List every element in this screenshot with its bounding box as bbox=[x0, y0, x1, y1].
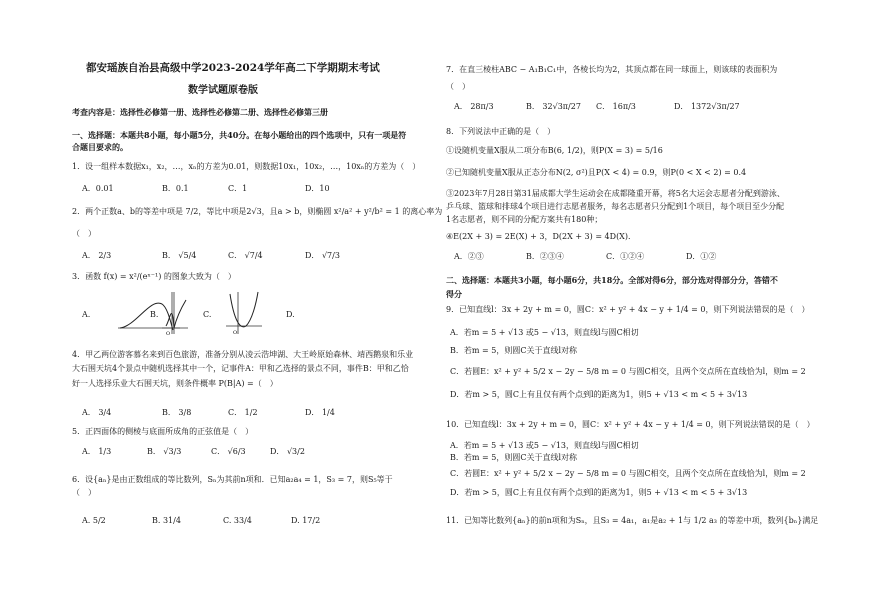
q10-stem: 10．已知直线l：3x + 2y + m = 0，圆C：x² + y² + 4x − y + 1/4 = 0，则下列说法错误的是（ ） bbox=[446, 420, 815, 429]
q9-option-d[interactable]: D．若m > 5，圆C上有且仅有两个点到l的距离为1，则5 + √13 < m < 5 + 3√13 bbox=[450, 390, 748, 399]
q6-option-c[interactable]: C. 33/4 bbox=[223, 516, 252, 525]
q5-option-d[interactable]: D． √3/2 bbox=[270, 447, 305, 456]
q2-option-a[interactable]: A． 2/3 bbox=[82, 251, 112, 260]
scope-note: 考查内容是：选择性必修第一册、选择性必修第二册、选择性必修第三册 bbox=[72, 107, 328, 117]
q2-option-c[interactable]: C． √7/4 bbox=[228, 251, 263, 260]
q10-option-c[interactable]: C．若圆E：x² + y² + 5/2 x − 2y − 5/8 m = 0 与圆C相交，且两个交点所在直线恰为l，则m = 2 bbox=[450, 469, 806, 478]
q3-stem: 3．函数 f(x) = x²/(eˣ⁻¹) 的图象大致为（ ） bbox=[72, 272, 236, 281]
q7-option-d[interactable]: D． 1372√3π/27 bbox=[674, 102, 740, 111]
q4-stem-line3: 好一人选择乐业大石围天坑，则条件概率 P(B|A) =（ ） bbox=[72, 379, 278, 388]
section2-heading-cont: 得分 bbox=[446, 289, 462, 299]
q3-graph-c-origin: O bbox=[233, 330, 238, 336]
q8-statement-1: ①设随机变量X服从二项分布B(6, 1/2)，则P(X = 3) = 5/16 bbox=[446, 146, 663, 155]
q6-option-a[interactable]: A. 5/2 bbox=[82, 516, 106, 525]
q6-option-b[interactable]: B. 31/4 bbox=[152, 516, 181, 525]
q6-stem-cont: （ ） bbox=[72, 488, 96, 497]
q3-graph-b bbox=[160, 290, 190, 336]
q3-graph-c bbox=[224, 290, 264, 336]
q9-option-a[interactable]: A．若m = 5 + √13 或5 − √13，则直线l与圆C相切 bbox=[450, 328, 639, 337]
q2-stem: 2．两个正数a、b的等差中项是 7/2，等比中项是2√3，且a > b，则椭圆 x²/a² + y²/b² = 1 的离心率为 bbox=[72, 207, 443, 216]
q10-option-a[interactable]: A．若m = 5 + √13 或5 − √13，则直线l与圆C相切 bbox=[450, 441, 639, 450]
q4-option-b[interactable]: B． 3/8 bbox=[162, 408, 192, 417]
q7-option-b[interactable]: B． 32√3π/27 bbox=[526, 102, 581, 111]
q2-option-b[interactable]: B． √5/4 bbox=[162, 251, 197, 260]
q8-option-a[interactable]: A．②③ bbox=[454, 252, 484, 261]
q2-stem-cont: （ ） bbox=[72, 229, 96, 238]
q1-stem: 1．设一组样本数据x₁，x₂，…，xₙ的方差为0.01，则数据10x₁，10x₂，…，10xₙ的方差为（ ） bbox=[72, 162, 421, 171]
section1-heading-cont: 合题目要求的。 bbox=[72, 142, 128, 152]
section1-heading: 一、选择题：本题共8小题，每小题5分，共40分。在每小题给出的四个选项中，只有一项是符 bbox=[72, 130, 407, 140]
q5-option-a[interactable]: A． 1/3 bbox=[82, 447, 112, 456]
q8-statement-3a: ③2023年7月28日第31届成都大学生运动会在成都隆重开幕，将5名大运会志愿者分配到游泳、 bbox=[446, 189, 785, 198]
q9-option-c[interactable]: C．若圆E：x² + y² + 5/2 x − 2y − 5/8 m = 0 与圆C相交，且两个交点所在直线恰为l，则m = 2 bbox=[450, 367, 806, 376]
q3-option-b[interactable]: B. bbox=[150, 310, 159, 319]
q10-option-d[interactable]: D．若m > 5，圆C上有且仅有两个点到l的距离为1，则5 + √13 < m < 5 + 3√13 bbox=[450, 488, 748, 497]
q3-option-c[interactable]: C. bbox=[203, 310, 212, 319]
q4-stem-line1: 4．甲乙两位游客慕名来到百色旅游，准备分别从凌云浩坤湖、大王岭原始森林、靖西鹅泉和乐业 bbox=[72, 350, 414, 359]
q4-option-d[interactable]: D． 1/4 bbox=[305, 408, 335, 417]
q8-statement-3c: 1名志愿者，则不同的分配方案共有180种； bbox=[446, 215, 603, 224]
q4-option-c[interactable]: C． 1/2 bbox=[228, 408, 258, 417]
q4-stem-line2: 大石围天坑4个景点中随机选择其中一个，记事件A：甲和乙选择的景点不同，事件B：甲和乙恰 bbox=[72, 364, 409, 373]
page-title: 都安瑶族自治县高级中学2023-2024学年高二下学期期末考试 bbox=[86, 62, 380, 74]
q3-option-d[interactable]: D. bbox=[286, 310, 295, 319]
q6-option-d[interactable]: D. 17/2 bbox=[291, 516, 321, 525]
q11-stem: 11．已知等比数列{aₙ}的前n项和为Sₙ，且S₃ = 4a₁，a₁是a₂ + 1与 1/2 a₃ 的等差中项，数列{bₙ}满足 bbox=[446, 516, 819, 525]
q8-statement-4: ④E(2X + 3) = 2E(X) + 3，D(2X + 3) = 4D(X)． bbox=[446, 232, 637, 241]
q7-stem: 7．在直三棱柱ABC − A₁B₁C₁中，各棱长均为2，其顶点都在同一球面上，则该球的表面积为 bbox=[446, 65, 778, 74]
q8-statement-2: ②已知随机变量X服从正态分布N(2, σ²)且P(X < 4) = 0.9，则P(0 < X < 2) = 0.4 bbox=[446, 168, 747, 177]
q9-option-b[interactable]: B．若m = 5，则圆C关于直线l对称 bbox=[450, 346, 578, 355]
q2-option-d[interactable]: D． √7/3 bbox=[305, 251, 340, 260]
q8-option-b[interactable]: B．②③④ bbox=[526, 252, 564, 261]
q7-option-a[interactable]: A． 28π/3 bbox=[454, 102, 494, 111]
q6-stem: 6．设{aₙ}是由正数组成的等比数列，Sₙ为其前n项和．已知a₂a₄ = 1，S₃ = 7，则S₅等于 bbox=[72, 475, 393, 484]
q1-option-d[interactable]: D．10 bbox=[305, 184, 330, 193]
q8-statement-3b: 乒乓球、篮球和排球4个项目进行志愿者服务，每名志愿者只分配到1个项目，每个项目至少分配 bbox=[446, 202, 785, 211]
q7-option-c[interactable]: C． 16π/3 bbox=[596, 102, 636, 111]
q5-option-b[interactable]: B． √3/3 bbox=[147, 447, 182, 456]
q8-stem: 8．下列说法中正确的是（ ） bbox=[446, 127, 556, 136]
section2-heading: 二、选择题：本题共3小题，每小题6分，共18分。全部对得6分，部分选对得部分分，答错不 bbox=[446, 275, 778, 285]
q8-option-d[interactable]: D．①② bbox=[686, 252, 717, 261]
q7-stem-cont: （ ） bbox=[446, 82, 470, 91]
q3-option-a[interactable]: A. bbox=[82, 310, 91, 319]
q4-option-a[interactable]: A． 3/4 bbox=[82, 408, 112, 417]
q1-option-c[interactable]: C．1 bbox=[228, 184, 248, 193]
q8-option-c[interactable]: C．①②④ bbox=[606, 252, 645, 261]
page-subtitle: 数学试题原卷版 bbox=[188, 85, 258, 96]
q10-option-b[interactable]: B．若m = 5，则圆C关于直线l对称 bbox=[450, 453, 578, 462]
q1-option-b[interactable]: B．0.1 bbox=[162, 184, 189, 193]
q3-graph-a-origin: O bbox=[166, 331, 171, 336]
q5-option-c[interactable]: C． √6/3 bbox=[211, 447, 246, 456]
q1-option-a[interactable]: A．0.01 bbox=[82, 184, 114, 193]
q9-stem: 9．已知直线l：3x + 2y + m = 0，圆C：x² + y² + 4x − y + 1/4 = 0，则下列说法错误的是（ ） bbox=[446, 305, 810, 314]
q5-stem: 5．正四面体的侧棱与底面所成角的正弦值是（ ） bbox=[72, 427, 254, 436]
